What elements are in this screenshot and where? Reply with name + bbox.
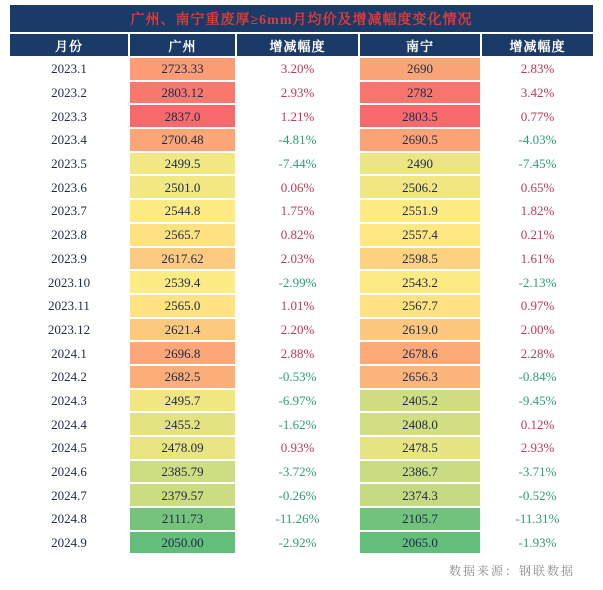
month-cell: 2023.7 (51, 203, 87, 219)
nanning-change-cell: 0.21% (520, 227, 555, 243)
nanning-price-cell: 2678.6 (360, 342, 480, 364)
nanning-price-cell: 2690.5 (360, 129, 480, 151)
guangzhou-change-cell: -6.97% (278, 392, 317, 408)
guangzhou-change-cell: -2.99% (278, 274, 317, 290)
month-cell: 2023.10 (47, 274, 91, 290)
nanning-price-cell: 2490 (360, 153, 480, 175)
month-cell: 2024.6 (51, 464, 87, 480)
nanning-change-cell: -11.31% (515, 511, 560, 527)
guangzhou-change-cell: 2.03% (280, 250, 315, 266)
guangzhou-change-cell: 0.82% (280, 227, 315, 243)
month-cell: 2024.7 (51, 487, 87, 503)
nanning-price-cell: 2619.0 (360, 319, 480, 341)
guangzhou-change-cell: -7.44% (278, 156, 317, 172)
month-cell: 2024.9 (51, 535, 87, 551)
guangzhou-change-cell: -1.62% (278, 416, 317, 432)
guangzhou-price-cell: 2539.4 (130, 271, 235, 293)
guangzhou-change-cell: -2.92% (278, 535, 317, 551)
month-cell: 2023.4 (51, 132, 87, 148)
table-title: 广州、南宁重废厚≥6mm月均价及增减幅度变化情况 (10, 5, 593, 32)
guangzhou-change-cell: 2.93% (280, 85, 315, 101)
month-cell: 2024.3 (51, 392, 87, 408)
nanning-price-cell: 2386.7 (360, 461, 480, 483)
guangzhou-change-cell: -0.53% (278, 369, 317, 385)
nanning-price-cell: 2551.9 (360, 200, 480, 222)
nanning-change-cell: -2.13% (518, 274, 557, 290)
table-body (10, 58, 593, 553)
guangzhou-price-cell: 2385.79 (130, 461, 235, 483)
month-cell: 2023.11 (48, 298, 90, 314)
guangzhou-price-cell: 2723.33 (130, 58, 235, 80)
guangzhou-change-cell: 0.06% (280, 179, 315, 195)
month-cell: 2023.8 (51, 227, 87, 243)
guangzhou-price-cell: 2565.0 (130, 295, 235, 317)
month-cell: 2023.9 (51, 250, 87, 266)
nanning-change-cell: 0.12% (520, 416, 555, 432)
month-cell: 2024.4 (51, 416, 87, 432)
guangzhou-price-cell: 2617.62 (130, 248, 235, 270)
guangzhou-price-cell: 2478.09 (130, 437, 235, 459)
guangzhou-price-cell: 2499.5 (130, 153, 235, 175)
guangzhou-price-cell: 2837.0 (130, 105, 235, 127)
header-cell-nanning: 南宁 (360, 34, 480, 56)
nanning-change-cell: 1.61% (520, 250, 555, 266)
nanning-price-cell: 2598.5 (360, 248, 480, 270)
nanning-change-cell: 2.28% (520, 345, 555, 361)
nanning-price-cell: 2105.7 (360, 508, 480, 530)
guangzhou-change-cell: 0.93% (280, 440, 315, 456)
guangzhou-change-cell: 3.20% (280, 61, 315, 77)
guangzhou-change-cell: 1.01% (280, 298, 315, 314)
header-cell-month: 月份 (10, 34, 128, 56)
nanning-price-cell: 2506.2 (360, 176, 480, 198)
nanning-price-cell: 2690 (360, 58, 480, 80)
guangzhou-change-cell: -4.81% (278, 132, 317, 148)
guangzhou-price-cell: 2495.7 (130, 390, 235, 412)
nanning-price-cell: 2408.0 (360, 413, 480, 435)
guangzhou-price-cell: 2621.4 (130, 319, 235, 341)
nanning-change-cell: -9.45% (518, 392, 557, 408)
nanning-change-cell: -4.03% (518, 132, 557, 148)
nanning-change-cell: 0.77% (520, 108, 555, 124)
nanning-price-cell: 2782 (360, 82, 480, 104)
month-cell: 2023.5 (51, 156, 87, 172)
nanning-change-cell: -7.45% (518, 156, 557, 172)
nanning-price-cell: 2557.4 (360, 224, 480, 246)
nanning-change-cell: -0.84% (518, 369, 557, 385)
nanning-change-cell: 0.65% (520, 179, 555, 195)
month-cell: 2023.1 (51, 61, 87, 77)
guangzhou-price-cell: 2050.00 (130, 532, 235, 554)
table-header-row (10, 34, 593, 56)
month-cell: 2024.1 (51, 345, 87, 361)
nanning-change-cell: -1.93% (518, 535, 557, 551)
nanning-change-cell: 2.00% (520, 321, 555, 337)
guangzhou-price-cell: 2455.2 (130, 413, 235, 435)
guangzhou-price-cell: 2565.7 (130, 224, 235, 246)
header-cell-change-gz: 增减幅度 (237, 34, 358, 56)
guangzhou-price-cell: 2379.57 (130, 484, 235, 506)
guangzhou-price-cell: 2696.8 (130, 342, 235, 364)
nanning-change-cell: 2.83% (520, 61, 555, 77)
guangzhou-change-cell: 2.20% (280, 321, 315, 337)
month-cell: 2023.3 (51, 108, 87, 124)
month-cell: 2024.5 (51, 440, 87, 456)
nanning-change-cell: 1.82% (520, 203, 555, 219)
guangzhou-change-cell: 1.75% (280, 203, 315, 219)
nanning-price-cell: 2374.3 (360, 484, 480, 506)
month-cell: 2024.8 (51, 511, 87, 527)
guangzhou-price-cell: 2700.48 (130, 129, 235, 151)
month-cell: 2023.12 (47, 321, 91, 337)
guangzhou-change-cell: 1.21% (280, 108, 315, 124)
nanning-price-cell: 2065.0 (360, 532, 480, 554)
guangzhou-price-cell: 2111.73 (130, 508, 235, 530)
nanning-change-cell: 0.97% (520, 298, 555, 314)
nanning-price-cell: 2567.7 (360, 295, 480, 317)
nanning-change-cell: 2.93% (520, 440, 555, 456)
nanning-price-cell: 2543.2 (360, 271, 480, 293)
month-cell: 2023.2 (51, 85, 87, 101)
header-cell-change-nn: 增减幅度 (482, 34, 593, 56)
nanning-change-cell: 3.42% (520, 85, 555, 101)
nanning-change-cell: -3.71% (518, 464, 557, 480)
price-table (10, 5, 593, 579)
header-cell-guangzhou: 广州 (130, 34, 235, 56)
nanning-price-cell: 2405.2 (360, 390, 480, 412)
nanning-price-cell: 2803.5 (360, 105, 480, 127)
guangzhou-price-cell: 2682.5 (130, 366, 235, 388)
data-source-note: 数据来源：钢联数据 (448, 564, 575, 579)
guangzhou-change-cell: -3.72% (278, 464, 317, 480)
nanning-price-cell: 2478.5 (360, 437, 480, 459)
guangzhou-change-cell: -0.26% (278, 487, 317, 503)
guangzhou-price-cell: 2501.0 (130, 176, 235, 198)
nanning-change-cell: -0.52% (518, 487, 557, 503)
guangzhou-change-cell: -11.26% (275, 511, 320, 527)
nanning-price-cell: 2656.3 (360, 366, 480, 388)
guangzhou-price-cell: 2803.12 (130, 82, 235, 104)
month-cell: 2023.6 (51, 179, 87, 195)
month-cell: 2024.2 (51, 369, 87, 385)
guangzhou-price-cell: 2544.8 (130, 200, 235, 222)
guangzhou-change-cell: 2.88% (280, 345, 315, 361)
